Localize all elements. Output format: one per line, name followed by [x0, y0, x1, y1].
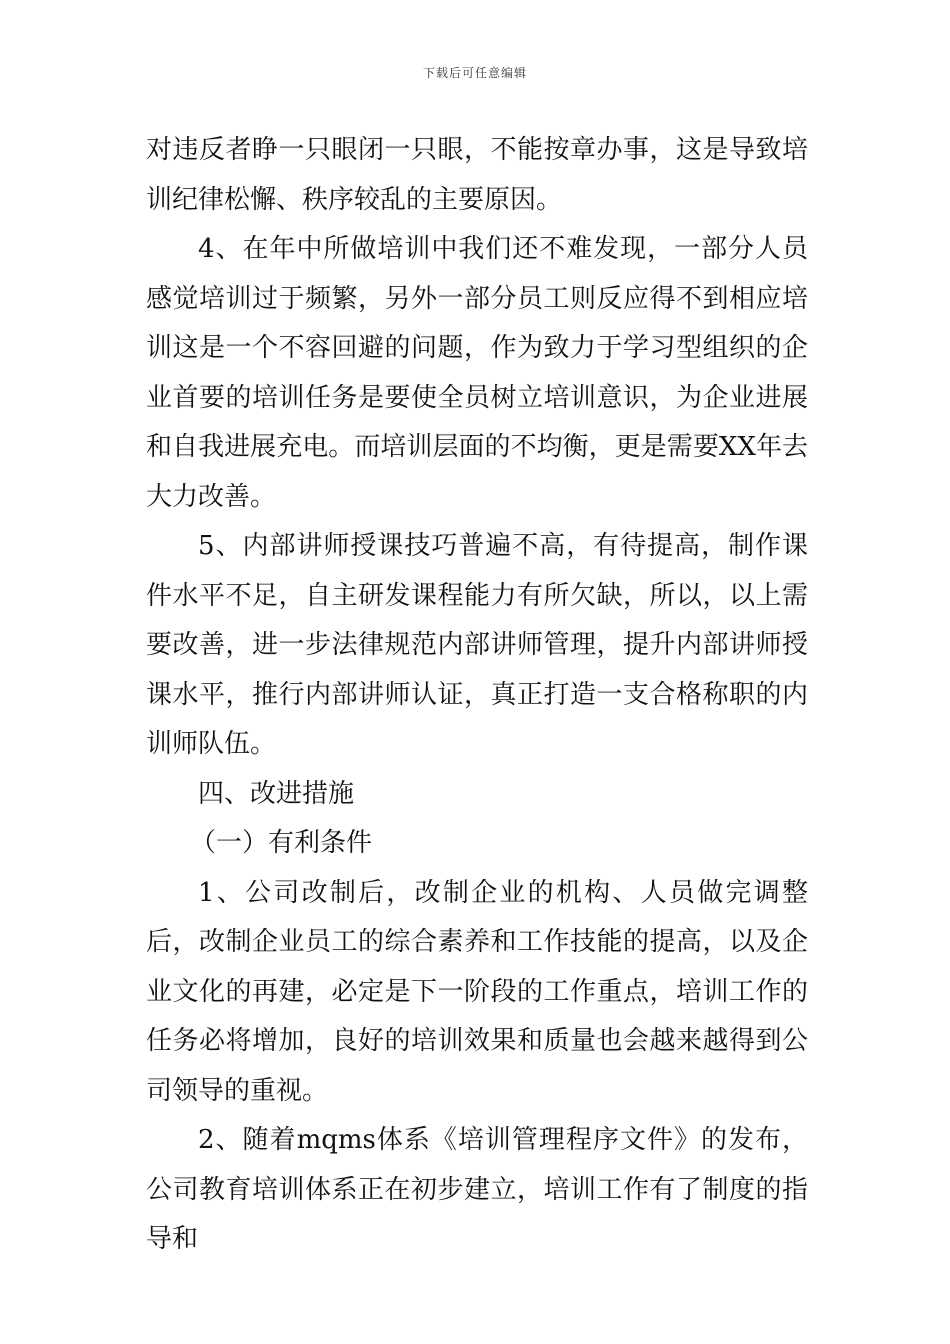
document-body — [146, 126, 808, 1265]
subsection-heading: （一）有利条件 — [190, 828, 373, 858]
paragraph-condition-1: 1、公司改制后，改制企业的机构、人员做完调整后，改制企业员工的综合素养和工作技能的提高，以及企业文化的再建，必定是下一阶段的工作重点，培训工作的任务必将增加，良好的培训效果和质量也会越来越得到公司领导的重视。 — [146, 877, 808, 1106]
section-heading: 四、改进措施 — [198, 778, 355, 809]
paragraph-item-5: 5、内部讲师授课技巧普遍不高，有待提高，制作课件水平不足，自主研发课程能力有所欠缺，所以，以上需要改善，进一步法律规范内部讲师管理，提升内部讲师授课水平，推行内部讲师认证，真正打造一支合格称职的内训师队伍。 — [146, 531, 808, 759]
paragraph-item-4: 4、在年中所做培训中我们还不难发现，一部分人员感觉培训过于频繁，另外一部分员工则反应得不到相应培训这是一个不容回避的问题，作为致力于学习型组织的企业首要的培训任务是要使全员树立培训意识，为企业进展和自我进展充电。而培训层面的不均衡，更是需要XX年去大力改善。 — [146, 234, 808, 512]
paragraph-condition-2: 2、随着mqms体系《培训管理程序文件》的发布，公司教育培训体系正在初步建立，培训工作有了制度的指导和 — [146, 1125, 808, 1254]
page-header-note: 下载后可任意编辑 — [422, 66, 527, 80]
paragraph-continuation: 对违反者睁一只眼闭一只眼，不能按章办事，这是导致培训纪律松懈、秩序较乱的主要原因。 — [146, 135, 808, 215]
